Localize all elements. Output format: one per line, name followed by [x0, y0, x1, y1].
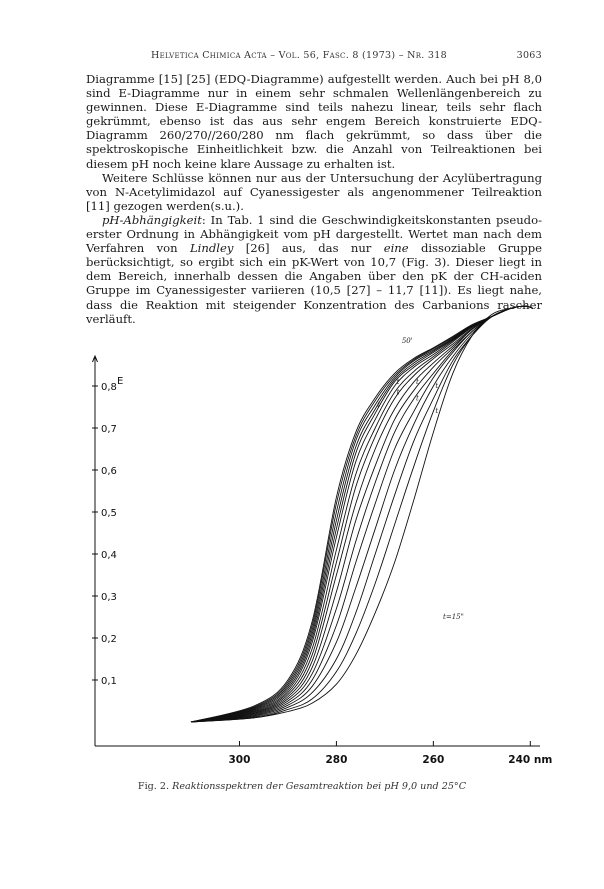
- x-tick-label: 280: [325, 754, 348, 766]
- paragraph-3-text-c: dissoziable Gruppe berücksichtigt, so ergibt sich ein pK-Wert von 10,7 (Fig. 3). Dieser liegt in dem Bereich, innerhalb dessen die Angaben über den pK der CH-aciden Gruppe im Cyanessigester variieren (10,5 [27] – 11,7 [11]). Es liegt nahe, dass die Reaktion mit steigender Konzentration des Carbanions rascher verläuft.: [86, 241, 543, 326]
- spectrum-curve: [191, 306, 533, 722]
- paragraph-2: Weitere Schlüsse können nur aus der Untersuchung der Acylübertragung von N-Acetylimidazol auf Cyanessigester als angenommener Teilreaktion [11] gezogen werden(s.u.).: [86, 170, 542, 213]
- page-number: 3063: [516, 50, 542, 61]
- y-tick-label: 0,3: [101, 592, 117, 603]
- x-tick-label: 260: [422, 754, 445, 766]
- paragraph-3: [86, 213, 542, 326]
- spectrum-curve: [191, 306, 533, 722]
- journal-running-title: Helvetica Chimica Acta – Vol. 56, Fasc. 8 (1973) – Nr. 318: [151, 50, 447, 61]
- spectrum-curve: [191, 306, 533, 722]
- y-tick-label: 0,8: [101, 382, 117, 393]
- spectrum-curve: [191, 306, 533, 722]
- curve-time-mark: t: [415, 394, 419, 403]
- article-body: [86, 72, 542, 326]
- y-tick-label: 0,1: [101, 676, 117, 687]
- reaction-spectra-chart: [80, 337, 553, 782]
- x-tick-label: 300: [228, 754, 251, 766]
- spectrum-curve: [191, 306, 533, 722]
- y-tick-label: 0,4: [101, 550, 117, 561]
- spectrum-curve: [191, 306, 533, 722]
- spectrum-curve: [191, 306, 533, 722]
- spectrum-curve: [191, 306, 533, 722]
- curve-time-mark: t: [396, 377, 400, 386]
- paragraph-3-text-b: [26] aus, das nur: [233, 241, 384, 256]
- figure-caption: [0, 781, 604, 792]
- annotation-last-curve: 50': [401, 337, 413, 346]
- spectrum-curve: [191, 306, 533, 722]
- running-header: [86, 50, 542, 64]
- section-lead-ph-dependence: pH-Abhängigkeit: [102, 212, 202, 227]
- chart-axes: [92, 356, 540, 746]
- spectrum-curve: [191, 306, 533, 722]
- spectrum-curve: [191, 306, 533, 722]
- y-tick-label: 0,7: [101, 424, 117, 435]
- caption-label: Fig. 2.: [137, 781, 170, 792]
- spectrum-curve: [191, 306, 533, 722]
- y-tick-label: 0,2: [101, 634, 117, 645]
- curve-time-mark: t: [435, 382, 439, 390]
- curve-time-mark: t: [435, 407, 439, 416]
- paragraph-3-text-a: : In Tab. 1 sind die Geschwindigkeitskonstanten pseudo-erster Ordnung in Abhängigkeit vom pH dargestellt. Wertet man nach dem Verfahren von: [86, 212, 542, 256]
- spectrum-curve: [191, 306, 533, 722]
- caption-title: Reaktionsspektren der Gesamtreaktion bei pH 9,0 und 25°C: [172, 781, 467, 792]
- spectrum-curve: [191, 306, 533, 722]
- spectrum-curve: [191, 306, 533, 722]
- curve-time-mark: t: [415, 377, 419, 386]
- curve-time-mark: t: [377, 400, 381, 409]
- paragraph-1: Diagramme [15] [25] (EDQ-Diagramme) aufgestellt werden. Auch bei pH 8,0 sind E-Diagramme nur in einem sehr schmalen Wellenlängenbereich zu gewinnen. Diese E-Diagramme sind teils nahezu linear, teils sehr flach gekrümmt, ebenso ist das aus sehr engem Bereich konstruierte EDQ-Diagramm 260/270//260/280 nm flach gekrümmt, so dass über die spektroskopische Einheitlichkeit bzw. die Anzahl von Teilreaktionen bei diesem pH noch keine klare Aussage zu erhalten ist.: [86, 72, 542, 171]
- y-tick-label: 0,6: [101, 466, 117, 477]
- author-name-lindley: Lindley: [189, 241, 234, 256]
- y-tick-label: 0,5: [101, 508, 117, 519]
- spectrum-curve: [191, 306, 533, 722]
- chart-curves: [191, 306, 533, 722]
- annotation-first-curve: t=15": [443, 613, 464, 622]
- figure-2: [80, 337, 553, 782]
- emphasis-eine: eine: [383, 241, 409, 256]
- x-tick-label: 240 nm: [508, 754, 553, 766]
- curve-time-mark: t: [396, 388, 400, 397]
- y-axis-label: E: [117, 376, 124, 387]
